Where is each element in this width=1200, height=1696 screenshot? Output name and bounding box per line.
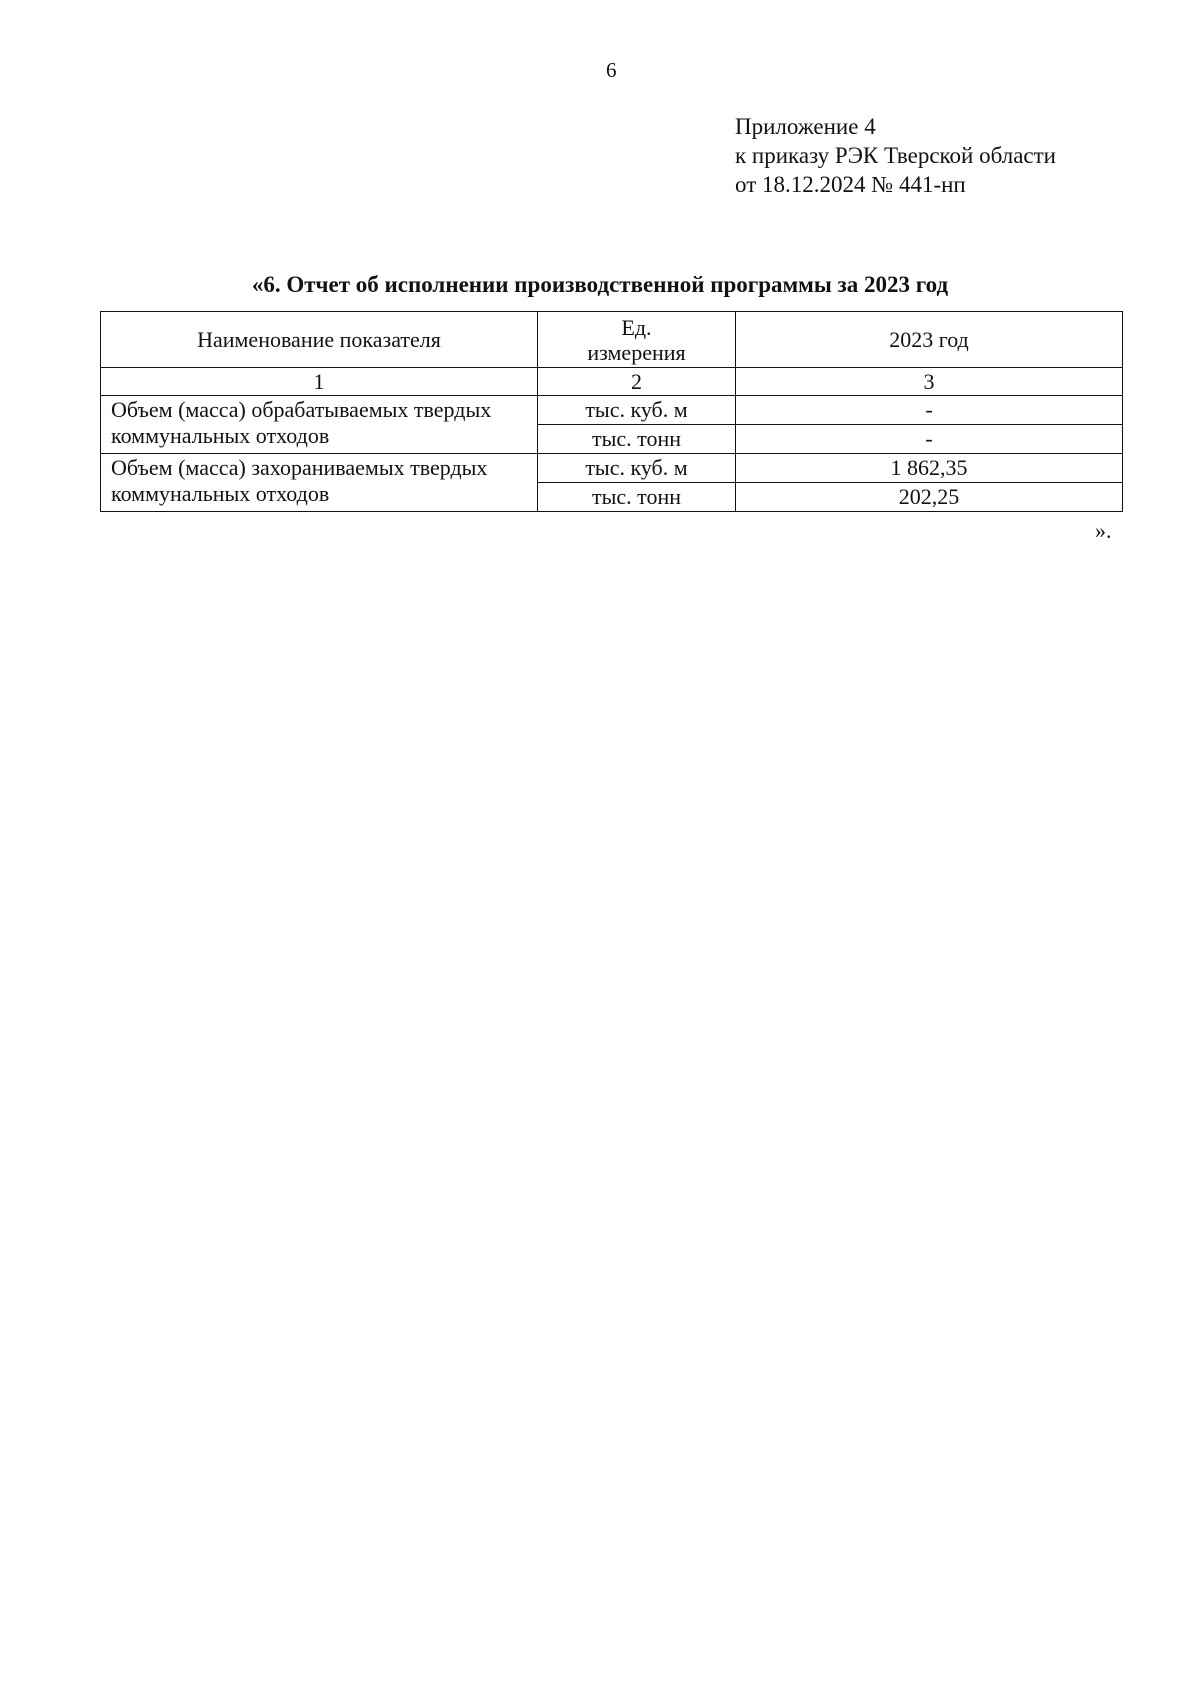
appendix-line-3: от 18.12.2024 № 441-нп [735, 172, 966, 197]
column-number-row [101, 368, 1123, 396]
indicator-name: Объем (масса) захораниваемых твердых коммунальных отходов [101, 454, 538, 512]
unit-cell: тыс. тонн [538, 483, 736, 512]
table-header-row [101, 312, 1123, 368]
column-number: 1 [101, 368, 538, 396]
value-cell: - [736, 396, 1123, 425]
column-number: 2 [538, 368, 736, 396]
header-indicator-name: Наименование показателя [101, 312, 538, 368]
appendix-line-2: к приказу РЭК Тверской области [735, 143, 1056, 168]
value-cell: 202,25 [736, 483, 1123, 512]
unit-cell: тыс. куб. м [538, 454, 736, 483]
report-title: «6. Отчет об исполнении производственной программы за 2023 год [251, 272, 949, 297]
header-unit-line-2: измерения [587, 339, 686, 365]
header-unit-line-1: Ед. [621, 314, 652, 340]
indicator-name: Объем (масса) обрабатываемых твердых коммунальных отходов [101, 396, 538, 454]
report-table [100, 311, 1123, 512]
appendix-reference [735, 112, 1056, 199]
unit-cell: тыс. куб. м [538, 396, 736, 425]
header-unit [538, 312, 736, 368]
appendix-line-1: Приложение 4 [735, 114, 876, 139]
table-row [101, 454, 1123, 483]
value-cell: 1 862,35 [736, 454, 1123, 483]
page-number: 6 [606, 58, 617, 82]
value-cell: - [736, 425, 1123, 454]
table-row [101, 396, 1123, 425]
header-year-value: 2023 год [736, 312, 1123, 368]
unit-cell: тыс. тонн [538, 425, 736, 454]
column-number: 3 [736, 368, 1123, 396]
closing-quote-mark: ». [1095, 518, 1112, 543]
